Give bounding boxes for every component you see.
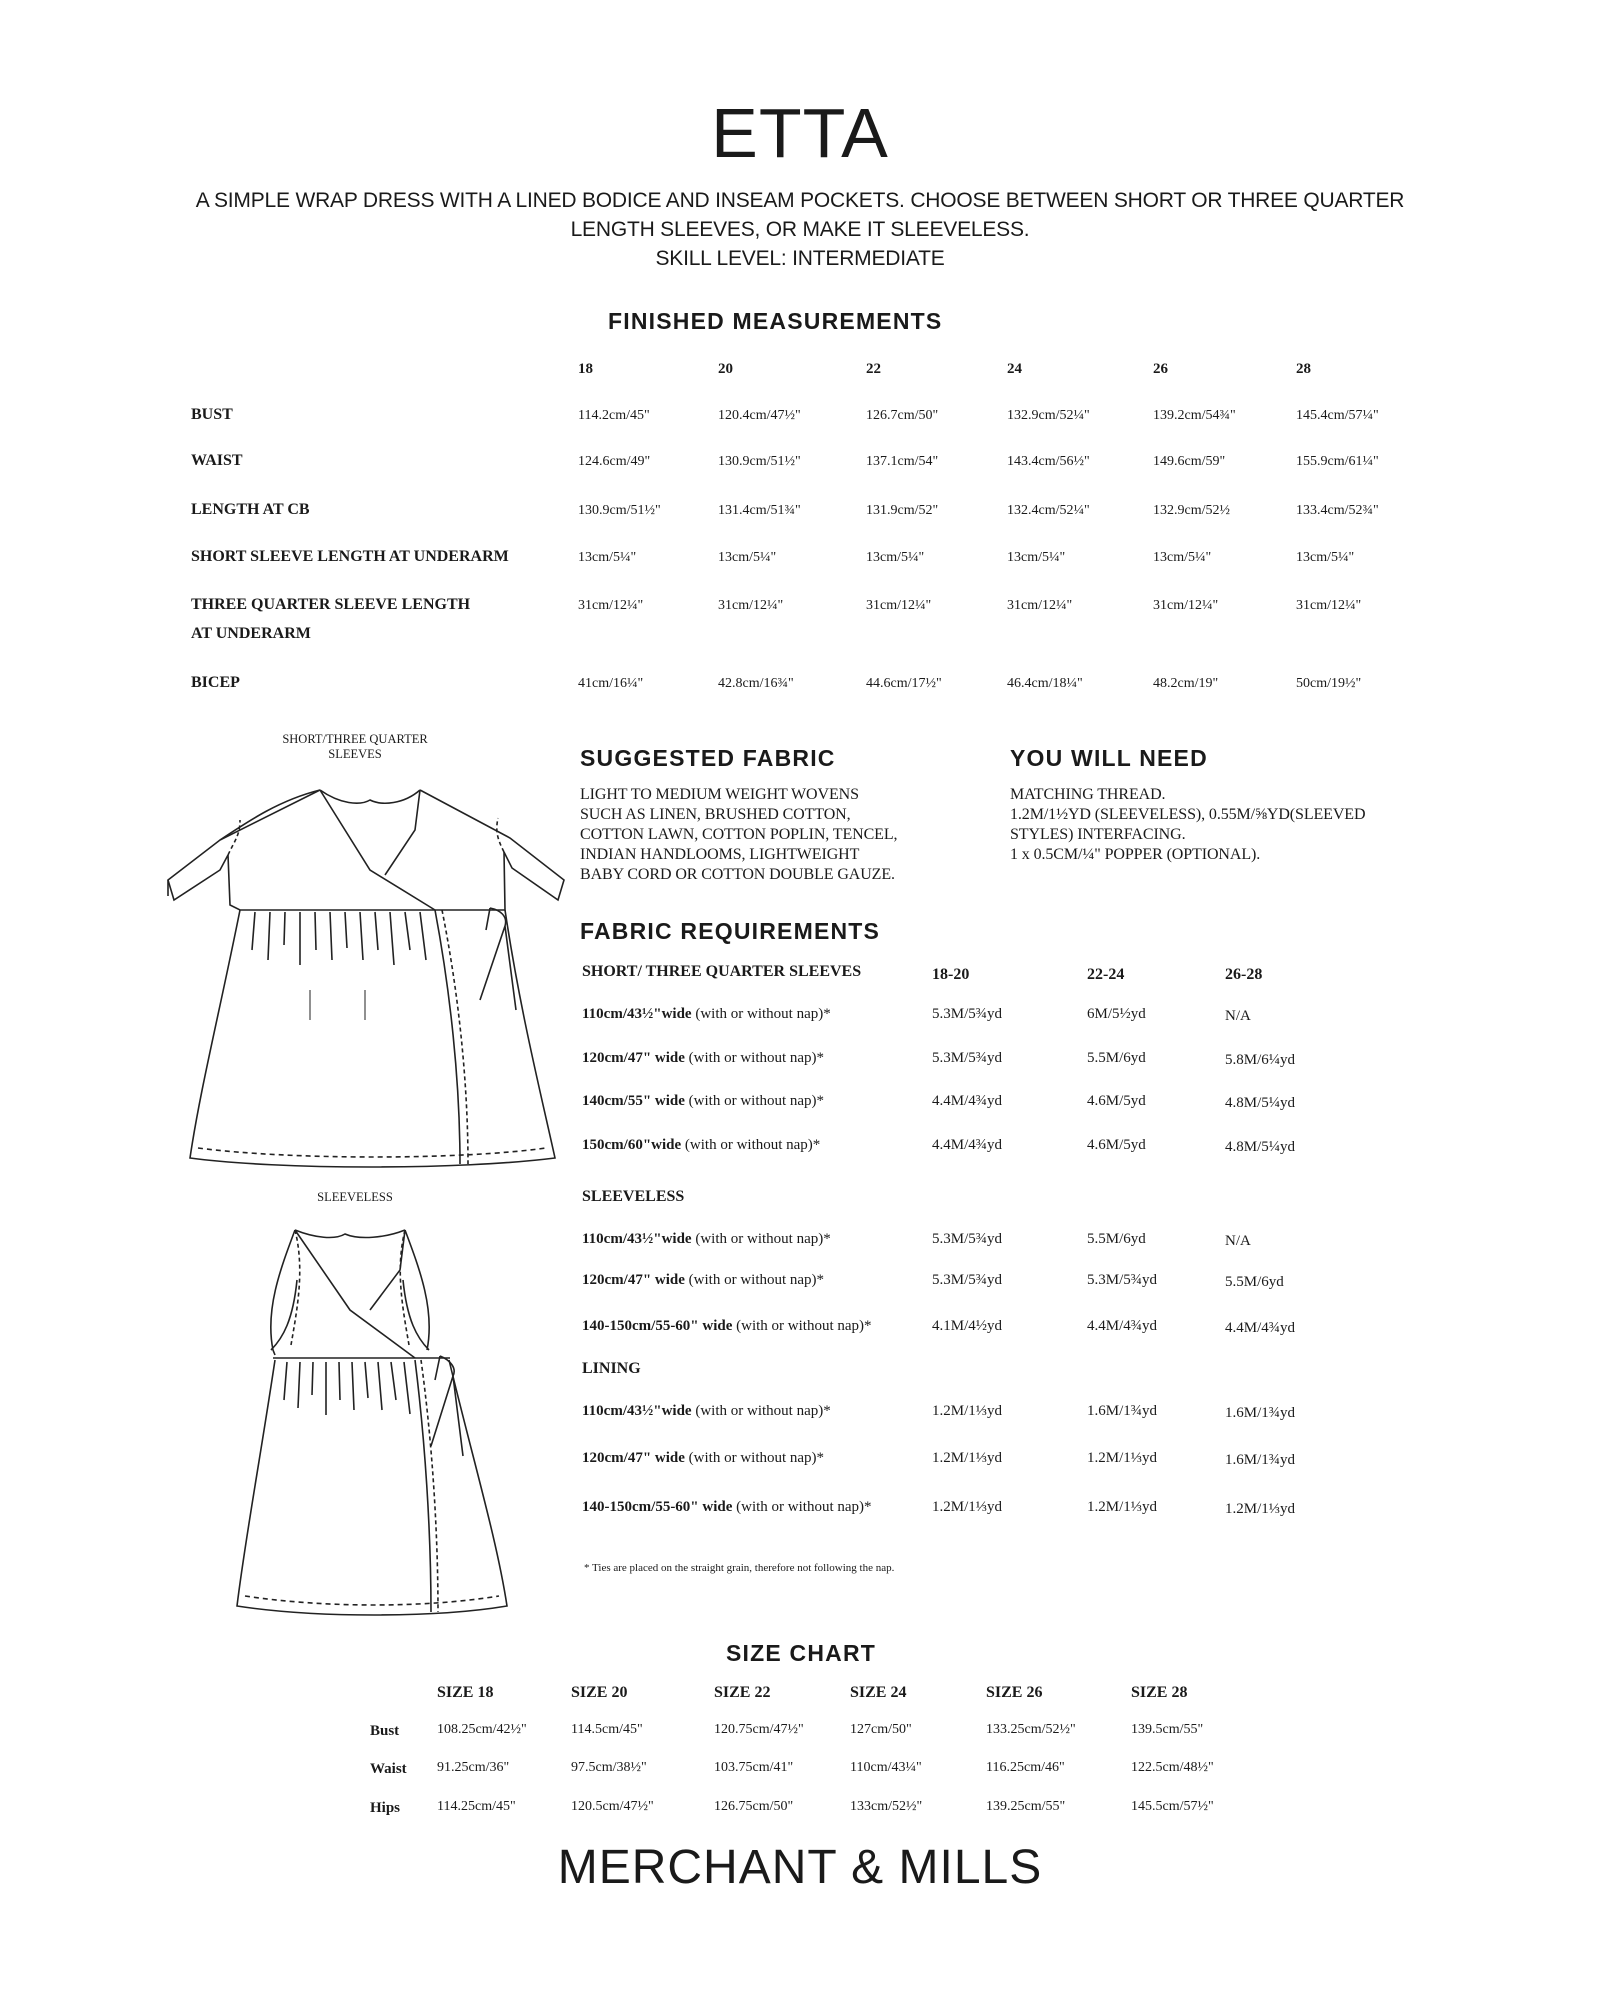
fabric-amount: 5.3M/5¾yd: [932, 1050, 1003, 1066]
body-measurement-value: 110cm/43¼": [850, 1760, 922, 1775]
fabric-width: 120cm/47" wide: [582, 1450, 685, 1466]
measurement-value: 139.2cm/54¾": [1153, 408, 1236, 423]
finished-measurements-heading: FINISHED MEASUREMENTS: [608, 308, 943, 334]
measurement-value: 31cm/12¼": [578, 598, 644, 613]
fabric-amount: 4.4M/4¾yd: [932, 1137, 1003, 1153]
measurement-label: AT UNDERARM: [191, 625, 311, 642]
body-measurement-label: Hips: [370, 1800, 401, 1816]
measurement-value: 130.9cm/51½": [578, 503, 661, 518]
size-header: SIZE 22: [714, 1684, 771, 1701]
measurement-label: SHORT SLEEVE LENGTH AT UNDERARM: [191, 548, 509, 565]
nap-note: (with or without nap)*: [691, 1403, 831, 1419]
fabric-amount: 1.2M/1⅓yd: [1087, 1450, 1158, 1466]
measurement-value: 145.4cm/57¼": [1296, 408, 1379, 423]
measurement-value: 137.1cm/54": [866, 454, 939, 469]
group-title: SHORT/ THREE QUARTER SLEEVES: [582, 963, 862, 980]
fabric-amount: 4.8M/5¼yd: [1225, 1095, 1296, 1111]
measurement-value: 126.7cm/50": [866, 408, 939, 423]
fabric-width: 150cm/60"wide: [582, 1137, 682, 1153]
suggested-fabric-text: LIGHT TO MEDIUM WEIGHT WOVENS SUCH AS LINEN, BRUSHED COTTON, COTTON LAWN, COTTON POPLIN, TENCEL, INDIAN HANDLOOMS, LIGHTWEIGHT BABY CORD OR COTTON DOUBLE GAUZE.: [580, 786, 898, 883]
body-measurement-label: Bust: [370, 1723, 400, 1739]
fabric-width: 120cm/47" wide: [582, 1050, 685, 1066]
measurement-label: WAIST: [191, 452, 243, 469]
body-measurement-value: 108.25cm/42½": [437, 1722, 527, 1737]
fabric-amount: N/A: [1225, 1008, 1251, 1024]
size-range-header: 22-24: [1087, 966, 1125, 983]
nap-note: (with or without nap)*: [684, 1450, 825, 1466]
measurement-value: 114.2cm/45": [578, 408, 650, 423]
size-column-header: 22: [866, 361, 881, 377]
measurement-value: 41cm/16¼": [578, 676, 644, 691]
group-title: SLEEVELESS: [582, 1188, 685, 1205]
measurement-value: 42.8cm/16¾": [718, 676, 794, 691]
nap-note: (with or without nap)*: [684, 1093, 825, 1109]
group-title: LINING: [582, 1360, 641, 1377]
size-header: SIZE 28: [1131, 1684, 1188, 1701]
measurement-value: 31cm/12¼": [1153, 598, 1219, 613]
size-header: SIZE 18: [437, 1684, 494, 1701]
fabric-amount: 1.6M/1¾yd: [1087, 1403, 1158, 1419]
sleeveless-caption: SLEEVELESS: [317, 1190, 393, 1204]
body-measurement-value: 126.75cm/50": [714, 1799, 794, 1814]
size-range-header: 26-28: [1225, 966, 1263, 983]
fabric-amount: 5.5M/6yd: [1225, 1274, 1284, 1290]
body-measurement-value: 139.25cm/55": [986, 1799, 1066, 1814]
fabric-requirements-heading: FABRIC REQUIREMENTS: [580, 918, 881, 944]
measurement-value: 13cm/5¼": [578, 550, 637, 565]
body-measurement-value: 133.25cm/52½": [986, 1722, 1076, 1737]
body-measurement-value: 116.25cm/46": [986, 1760, 1065, 1775]
size-column-header: 26: [1153, 361, 1168, 377]
fabric-amount: 5.3M/5¾yd: [932, 1231, 1003, 1247]
nap-note: (with or without nap)*: [684, 1050, 825, 1066]
fabric-amount: 5.5M/6yd: [1087, 1050, 1146, 1066]
measurement-value: 132.4cm/52¼": [1007, 503, 1090, 518]
measurement-value: 31cm/12¼": [1007, 598, 1073, 613]
measurement-value: 13cm/5¼": [866, 550, 925, 565]
body-measurement-value: 120.5cm/47½": [571, 1799, 654, 1814]
measurement-value: 48.2cm/19": [1153, 676, 1219, 691]
size-header: SIZE 20: [571, 1684, 628, 1701]
measurement-value: 155.9cm/61¼": [1296, 454, 1379, 469]
nap-note: (with or without nap)*: [681, 1137, 821, 1153]
fabric-amount: 6M/5½yd: [1087, 1006, 1146, 1022]
body-measurement-value: 127cm/50": [850, 1722, 912, 1737]
measurement-value: 13cm/5¼": [718, 550, 777, 565]
brand-logo-text: MERCHANT & MILLS: [557, 1841, 1043, 1894]
sleeved-caption: SHORT/THREE QUARTER SLEEVES: [282, 732, 428, 761]
measurement-value: 50cm/19½": [1296, 676, 1362, 691]
fabric-width: 140-150cm/55-60" wide: [582, 1318, 733, 1334]
fabric-amount: 1.2M/1⅓yd: [932, 1499, 1003, 1515]
body-measurement-value: 145.5cm/57½": [1131, 1799, 1214, 1814]
size-column-header: 18: [578, 361, 593, 377]
body-measurement-value: 91.25cm/36": [437, 1760, 510, 1775]
nap-note: (with or without nap)*: [732, 1318, 872, 1334]
size-header: SIZE 26: [986, 1684, 1043, 1701]
fabric-amount: 4.6M/5yd: [1087, 1137, 1146, 1153]
measurement-value: 131.4cm/51¾": [718, 503, 801, 518]
fabric-amount: 1.2M/1⅓yd: [932, 1403, 1003, 1419]
fabric-width: 110cm/43½"wide: [582, 1006, 692, 1022]
measurement-value: 44.6cm/17½": [866, 676, 942, 691]
fabric-amount: 4.6M/5yd: [1087, 1093, 1146, 1109]
fabric-amount: 4.1M/4½yd: [932, 1318, 1003, 1334]
measurement-label: BICEP: [191, 674, 240, 691]
fabric-width: 110cm/43½"wide: [582, 1403, 692, 1419]
fabric-amount: 1.6M/1¾yd: [1225, 1405, 1296, 1421]
body-measurement-label: Waist: [370, 1761, 407, 1777]
fabric-amount: N/A: [1225, 1233, 1251, 1249]
measurement-value: 31cm/12¼": [1296, 598, 1362, 613]
fabric-amount: 4.4M/4¾yd: [1225, 1320, 1296, 1336]
body-measurement-value: 114.5cm/45": [571, 1722, 643, 1737]
description-line: A SIMPLE WRAP DRESS WITH A LINED BODICE AND INSEAM POCKETS. CHOOSE BETWEEN SHORT OR THREE QUARTER: [195, 189, 1405, 212]
you-will-need-heading: YOU WILL NEED: [1010, 745, 1208, 771]
measurement-value: 132.9cm/52½: [1153, 503, 1230, 518]
measurement-label: LENGTH AT CB: [191, 501, 310, 518]
measurement-value: 132.9cm/52¼": [1007, 408, 1090, 423]
fabric-amount: 5.3M/5¾yd: [1087, 1272, 1158, 1288]
body-measurement-value: 133cm/52½": [850, 1799, 923, 1814]
measurement-value: 31cm/12¼": [718, 598, 784, 613]
body-measurement-value: 114.25cm/45": [437, 1799, 516, 1814]
fabric-width: 120cm/47" wide: [582, 1272, 685, 1288]
fabric-amount: 1.6M/1¾yd: [1225, 1452, 1296, 1468]
fabric-width: 140cm/55" wide: [582, 1093, 685, 1109]
nap-note: (with or without nap)*: [691, 1231, 831, 1247]
body-measurement-value: 122.5cm/48½": [1131, 1760, 1214, 1775]
measurement-value: 13cm/5¼": [1153, 550, 1212, 565]
measurement-value: 143.4cm/56½": [1007, 454, 1090, 469]
fabric-amount: 1.2M/1⅓yd: [932, 1450, 1003, 1466]
measurement-value: 46.4cm/18¼": [1007, 676, 1083, 691]
measurement-value: 131.9cm/52": [866, 503, 939, 518]
measurement-value: 13cm/5¼": [1296, 550, 1355, 565]
measurement-value: 133.4cm/52¾": [1296, 503, 1379, 518]
footnote: * Ties are placed on the straight grain, therefore not following the nap.: [584, 1562, 895, 1574]
fabric-width: 110cm/43½"wide: [582, 1231, 692, 1247]
fabric-amount: 5.3M/5¾yd: [932, 1006, 1003, 1022]
size-header: SIZE 24: [850, 1684, 907, 1701]
body-measurement-value: 97.5cm/38½": [571, 1760, 647, 1775]
measurement-value: 130.9cm/51½": [718, 454, 801, 469]
size-column-header: 24: [1007, 361, 1022, 377]
fabric-amount: 4.8M/5¼yd: [1225, 1139, 1296, 1155]
measurement-label: BUST: [191, 406, 233, 423]
nap-note: (with or without nap)*: [732, 1499, 872, 1515]
fabric-amount: 5.8M/6¼yd: [1225, 1052, 1296, 1068]
measurement-value: 124.6cm/49": [578, 454, 651, 469]
measurement-value: 149.6cm/59": [1153, 454, 1226, 469]
nap-note: (with or without nap)*: [691, 1006, 831, 1022]
page-title: ETTA: [711, 94, 889, 172]
fabric-amount: 1.2M/1⅓yd: [1225, 1501, 1296, 1517]
skill-level: SKILL LEVEL: INTERMEDIATE: [655, 247, 945, 270]
body-measurement-value: 103.75cm/41": [714, 1760, 794, 1775]
fabric-amount: 1.2M/1⅓yd: [1087, 1499, 1158, 1515]
measurement-label: THREE QUARTER SLEEVE LENGTH: [191, 596, 471, 613]
fabric-amount: 5.5M/6yd: [1087, 1231, 1146, 1247]
size-column-header: 20: [718, 361, 733, 377]
body-measurement-value: 120.75cm/47½": [714, 1722, 804, 1737]
measurement-value: 13cm/5¼": [1007, 550, 1066, 565]
size-column-header: 28: [1296, 361, 1311, 377]
fabric-amount: 4.4M/4¾yd: [1087, 1318, 1158, 1334]
size-range-header: 18-20: [932, 966, 970, 983]
suggested-fabric-heading: SUGGESTED FABRIC: [580, 745, 836, 771]
fabric-amount: 5.3M/5¾yd: [932, 1272, 1003, 1288]
you-will-need-text: MATCHING THREAD. 1.2M/1½YD (SLEEVELESS), 0.55M/⅝YD(SLEEVED STYLES) INTERFACING. 1 x 0.5CM/¼" POPPER (OPTIONAL).: [1010, 786, 1366, 863]
fabric-amount: 4.4M/4¾yd: [932, 1093, 1003, 1109]
body-measurement-value: 139.5cm/55": [1131, 1722, 1204, 1737]
measurement-value: 31cm/12¼": [866, 598, 932, 613]
description-line: LENGTH SLEEVES, OR MAKE IT SLEEVELESS.: [570, 218, 1030, 241]
fabric-width: 140-150cm/55-60" wide: [582, 1499, 733, 1515]
size-chart-heading: SIZE CHART: [726, 1640, 876, 1666]
nap-note: (with or without nap)*: [684, 1272, 825, 1288]
measurement-value: 120.4cm/47½": [718, 408, 801, 423]
